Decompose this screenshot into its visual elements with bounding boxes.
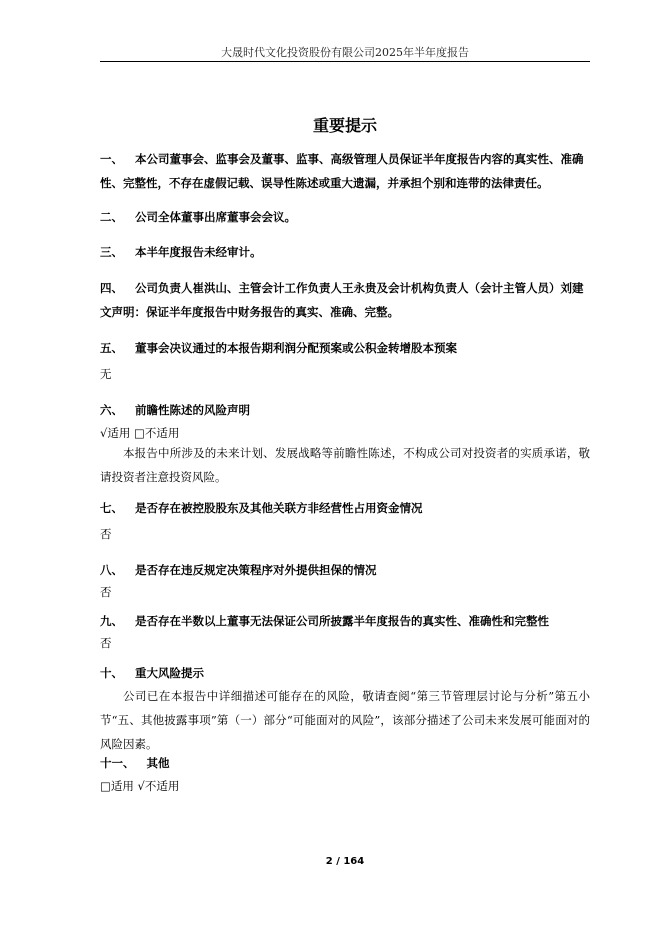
section-10-heading	[100, 661, 590, 685]
section-number: 四、	[100, 281, 123, 295]
section-text: 其他	[146, 756, 170, 770]
section-text: 董事会决议通过的本报告期利润分配预案或公积金转增股本预案	[135, 341, 458, 355]
section-5-heading	[100, 336, 590, 360]
section-8-answer: 否	[100, 585, 112, 599]
section-7-heading	[100, 496, 590, 520]
section-number: 一、	[100, 152, 123, 166]
running-header: 大晟时代文化投资股份有限公司2025年半年度报告	[221, 46, 469, 59]
section-text: 本半年度报告未经审计。	[135, 245, 262, 259]
section-6-heading	[100, 398, 590, 422]
section-number: 六、	[100, 403, 123, 417]
section-number: 七、	[100, 501, 123, 515]
section-number: 十一、	[100, 756, 135, 770]
section-number: 九、	[100, 614, 123, 628]
section-text: 是否存在被控股股东及其他关联方非经营性占用资金情况	[135, 501, 423, 515]
page-number: 2 / 164	[325, 856, 365, 867]
section-4-heading	[100, 276, 590, 324]
section-text: 重大风险提示	[135, 666, 205, 680]
section-number: 十、	[100, 666, 123, 680]
section-2-heading	[100, 205, 590, 229]
section-text: 公司全体董事出席董事会会议。	[135, 210, 297, 224]
section-8-heading	[100, 558, 590, 582]
header-divider	[100, 61, 590, 62]
section-3-heading	[100, 240, 590, 264]
section-9-heading	[100, 609, 590, 633]
section-1-heading	[100, 147, 590, 195]
section-text: 公司负责人崔洪山、主管会计工作负责人王永贵及会计机构负责人（会计主管人员）刘建文声明：保证半年度报告中财务报告的真实、准确、完整。	[100, 281, 584, 319]
section-6-detail: 本报告中所涉及的未来计划、发展战略等前瞻性陈述，不构成公司对投资者的实质承诺，敬请投资者注意投资风险。	[100, 446, 590, 484]
section-11-heading	[100, 751, 590, 775]
section-text: 是否存在违反规定决策程序对外提供担保的情况	[135, 563, 377, 577]
section-7-answer: 否	[100, 527, 112, 541]
section-text: 本公司董事会、监事会及董事、监事、高级管理人员保证半年度报告内容的真实性、准确性、完整性，不存在虚假记载、误导性陈述或重大遗漏，并承担个别和连带的法律责任。	[100, 152, 584, 190]
section-5-answer: 无	[100, 367, 112, 381]
section-11-applicability: □适用 √不适用	[100, 779, 180, 793]
section-number: 五、	[100, 341, 123, 355]
page-title: 重要提示	[312, 116, 377, 135]
section-number: 二、	[100, 210, 123, 224]
section-number: 八、	[100, 563, 123, 577]
section-6-applicability: √适用 □不适用	[100, 426, 180, 440]
section-10-detail: 公司已在本报告中详细描述可能存在的风险，敬请查阅“第三节管理层讨论与分析”第五小节“五、其他披露事项”第（一）部分“可能面对的风险”，该部分描述了公司未来发展可能面对的风险因素。	[100, 689, 590, 751]
section-text: 是否存在半数以上董事无法保证公司所披露半年度报告的真实性、准确性和完整性	[135, 614, 550, 628]
section-text: 前瞻性陈述的风险声明	[135, 403, 251, 417]
section-9-answer: 否	[100, 636, 112, 650]
section-number: 三、	[100, 245, 123, 259]
